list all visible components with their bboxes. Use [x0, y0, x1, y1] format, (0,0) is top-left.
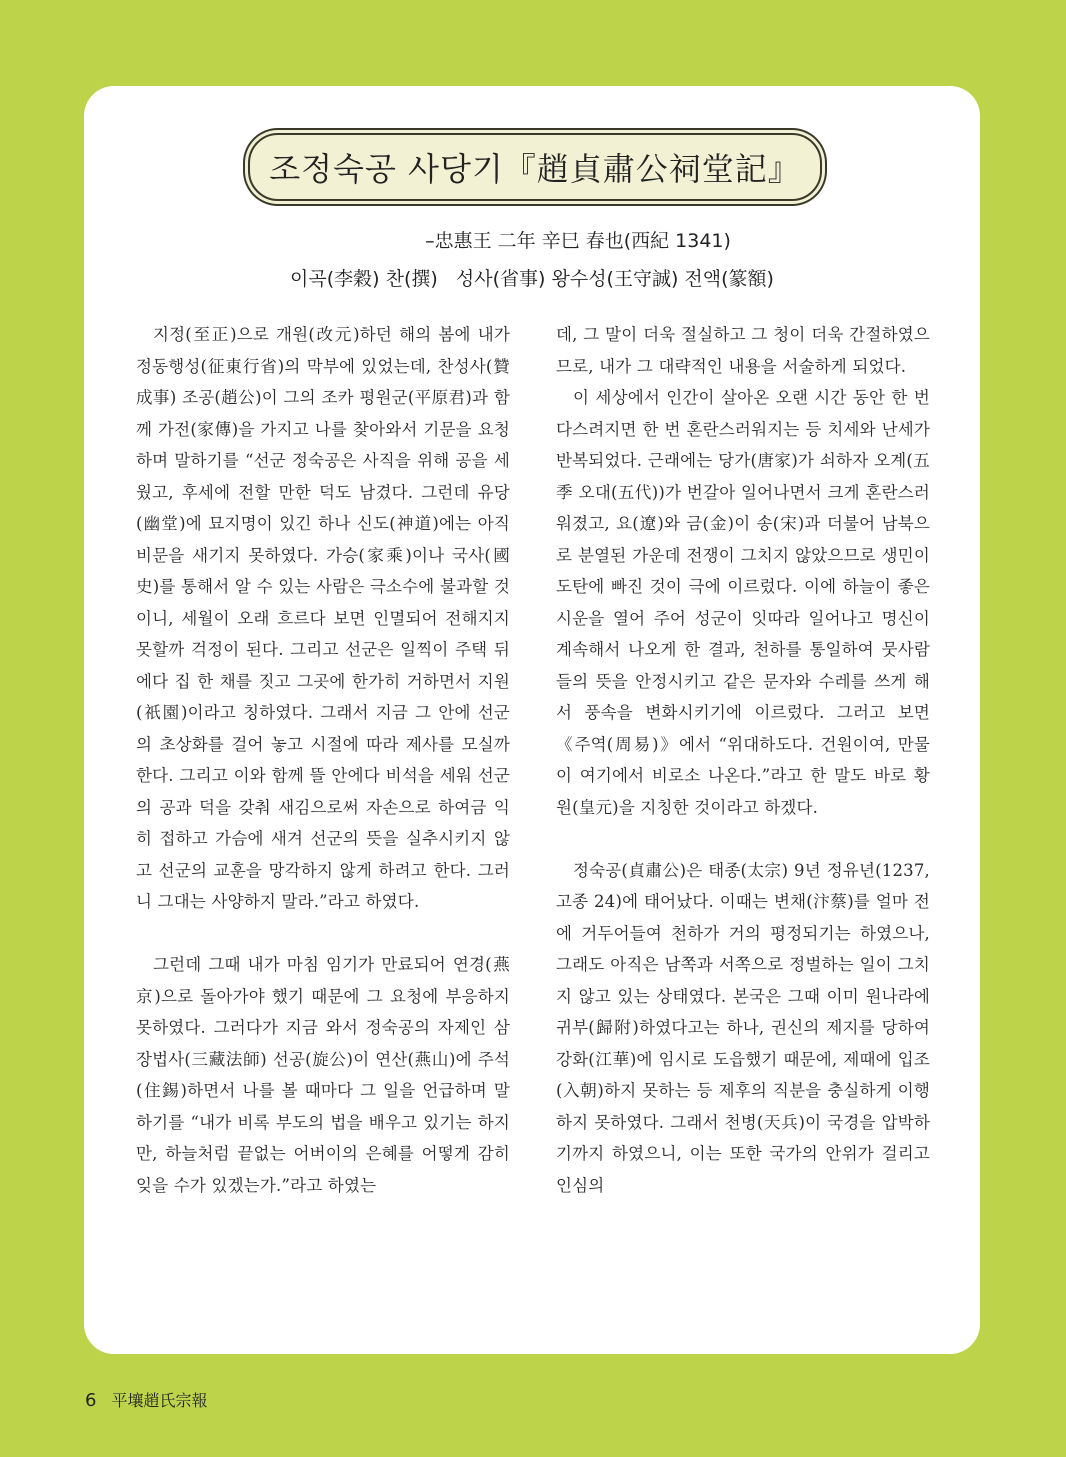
subtitle-date: –忠惠王 二年 辛巳 春也(西紀 1341): [425, 230, 731, 252]
paragraph: 이 세상에서 인간이 살아온 오랜 시간 동안 한 번 다스려지면 한 번 혼란스러워지는 등 치세와 난세가 반복되었다. 근래에는 당가(唐家)가 쇠하자 오계(五季 오대(五代))가 번갈아 일어나면서 크게 혼란스러워졌고, 요(遼)와 금(金)이 송(宋)과 더불어 남북으로 분열된 가운데 전쟁이 그치지 않았으므로 생민이 도탄에 빠진 것이 극에 이르렀다. 이에 하늘이 좋은 시운을 열어 주어 성군이 잇따라 일어나고 명신이 계속해서 나오게 한 결과, 천하를 통일하여 뭇사람들의 뜻을 안정시키고 같은 문자와 수레를 쓰게 해서 풍속을 변화시키기에 이르렀다. 그러고 보면 《주역(周易)》에서 “위대하도다. 건원이여, 만물이 여기에서 비로소 나온다.”라고 한 말도 바로 황원(皇元)을 지칭한 것이라고 하겠다.: [556, 388, 930, 817]
paragraph: 데, 그 말이 더욱 절실하고 그 청이 더욱 간절하였으므로, 내가 그 대략적인 내용을 서술하게 되었다.: [556, 325, 930, 376]
page-title: 조정숙공 사당기『趙貞肅公祠堂記』: [269, 150, 801, 188]
paragraph: 정숙공(貞肅公)은 태종(太宗) 9년 정유년(1237, 고종 24)에 태어났다. 이때는 변채(汴蔡)를 얼마 전에 거두어들여 천하가 거의 평정되기는 하였으나, 그래도 아직은 남쪽과 서쪽으로 정벌하는 일이 그치지 않고 있는 상태였다. 본국은 그때 이미 원나라에 귀부(歸附)하였다고는 하나, 권신의 제지를 당하여 강화(江華)에 임시로 도읍했기 때문에, 제때에 입조(入朝)하지 못하는 등 제후의 직분을 충실하게 이행하지 못하였다. 그래서 천병(天兵)이 국경을 압박하기까지 하였으니, 이는 또한 국가의 안위가 걸리고 인심의: [556, 860, 930, 1195]
right-column: [556, 319, 930, 1201]
publication-name: 平壤趙氏宗報: [111, 1391, 208, 1410]
paragraph: 그런데 그때 내가 마침 임기가 만료되어 연경(燕京)으로 돌아가야 했기 때문에 그 요청에 부응하지 못하였다. 그러다가 지금 와서 정숙공의 자제인 삼장법사(三藏法師) 선공(旋公)이 연산(燕山)에 주석(住錫)하면서 나를 볼 때마다 그 일을 언급하며 말하기를 “내가 비록 부도의 법을 배우고 있기는 하지만, 하늘처럼 끝없는 어버이의 은혜를 어떻게 감히 잊을 수가 있겠는가.”라고 하였는: [136, 955, 510, 1195]
title-banner: [248, 133, 822, 201]
subtitle-authors: 이곡(李穀) 찬(撰) 성사(省事) 왕수성(王守誠) 전액(篆額): [290, 268, 774, 290]
left-column: [136, 319, 510, 1201]
content-card: [84, 86, 980, 1354]
page-number: 6: [85, 1390, 97, 1411]
paragraph: 지정(至正)으로 개원(改元)하던 해의 봄에 내가 정동행성(征東行省)의 막부에 있었는데, 찬성사(贊成事) 조공(趙公)이 그의 조카 평원군(平原君)과 함께 가전(家傳)을 가지고 나를 찾아와서 기문을 요청하며 말하기를 “선군 정숙공은 사직을 위해 공을 세웠고, 후세에 전할 만한 덕도 남겼다. 그런데 유당(幽堂)에 묘지명이 있긴 하나 신도(神道)에는 아직 비문을 새기지 못하였다. 가승(家乘)이나 국사(國史)를 통해서 알 수 있는 사람은 극소수에 불과할 것이니, 세월이 오래 흐르다 보면 인멸되어 전해지지 못할까 걱정이 된다. 그리고 선군은 일찍이 주택 뒤에다 집 한 채를 짓고 그곳에 한가히 거하면서 지원(祇園)이라고 칭하였다. 그래서 지금 그 안에 선군의 초상화를 걸어 놓고 시절에 따라 제사를 모실까 한다. 그리고 이와 함께 뜰 안에다 비석을 세워 선군의 공과 덕을 갖춰 새김으로써 자손으로 하여금 익히 접하고 가슴에 새겨 선군의 뜻을 실추시키지 않고 선군의 교훈을 망각하지 않게 하려고 한다. 그러니 그대는 사양하지 말라.”라고 하였다.: [136, 325, 510, 911]
page-footer: [85, 1388, 208, 1411]
